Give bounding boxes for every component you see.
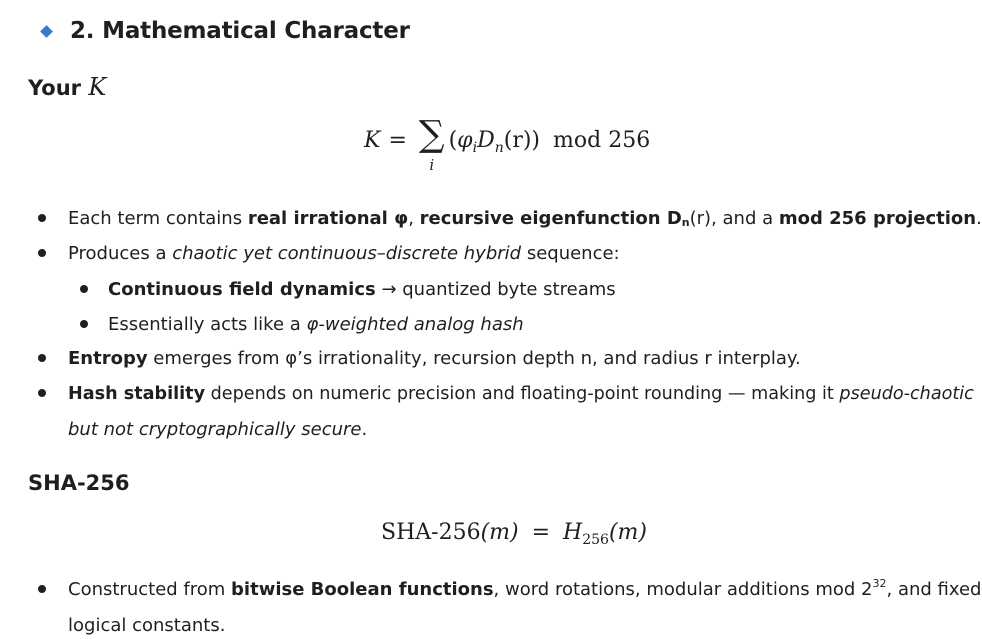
diamond-bullet-icon xyxy=(40,25,53,38)
list-item: Constructed from bitwise Boolean functions, word rotations, modular additions mod $2^{32}$, and fixed xyxy=(68,577,982,600)
list-item: Continuous field dynamics → quantized byte streams xyxy=(108,279,616,300)
heading-variable: K xyxy=(88,73,107,101)
section-title: 2. Mathematical Character xyxy=(70,18,410,44)
your-k-heading xyxy=(28,73,106,101)
formula-lhs: K xyxy=(364,128,381,153)
sum-symbol: ∑ xyxy=(418,114,445,155)
heading-prefix: Your xyxy=(28,76,89,100)
sum-operator xyxy=(418,114,445,174)
formula-equals: = xyxy=(388,128,407,153)
list-item: Hash stability depends on numeric precision and floating-point rounding — making it pseudo-chaotic xyxy=(68,384,974,404)
bullet-dot-icon xyxy=(38,389,46,397)
sum-index: i xyxy=(429,156,435,174)
list-item-continuation: logical constants. xyxy=(68,615,226,636)
list-item: Produces a chaotic yet continuous–discrete hybrid sequence: xyxy=(68,243,620,264)
bullet-dot-icon xyxy=(38,354,46,362)
list-item: Essentially acts like a φ-weighted analog hash xyxy=(108,314,524,335)
list-item: Entropy emerges from φ’s irrationality, recursion depth n, and radius r interplay. xyxy=(68,348,801,369)
list-item: Each term contains real irrational φ, recursive eigenfunction Dn(r), and a mod 256 projection. xyxy=(68,208,982,229)
bullet-dot-icon xyxy=(38,249,46,257)
sha-formula: $SHA-256(m) = H_{256}(m)$ xyxy=(381,520,647,548)
bullet-dot-icon xyxy=(80,285,88,293)
formula-body: $(\varphi_iD_n(r))$ mod 256 xyxy=(448,128,651,156)
bullet-dot-icon xyxy=(38,585,46,593)
bullet-dot-icon xyxy=(38,214,46,222)
section-heading xyxy=(40,18,410,44)
bullet-dot-icon xyxy=(80,320,88,328)
sha-heading: SHA-256 xyxy=(28,471,130,495)
k-formula xyxy=(364,114,651,174)
list-item-continuation: but not cryptographically secure. xyxy=(68,419,368,440)
